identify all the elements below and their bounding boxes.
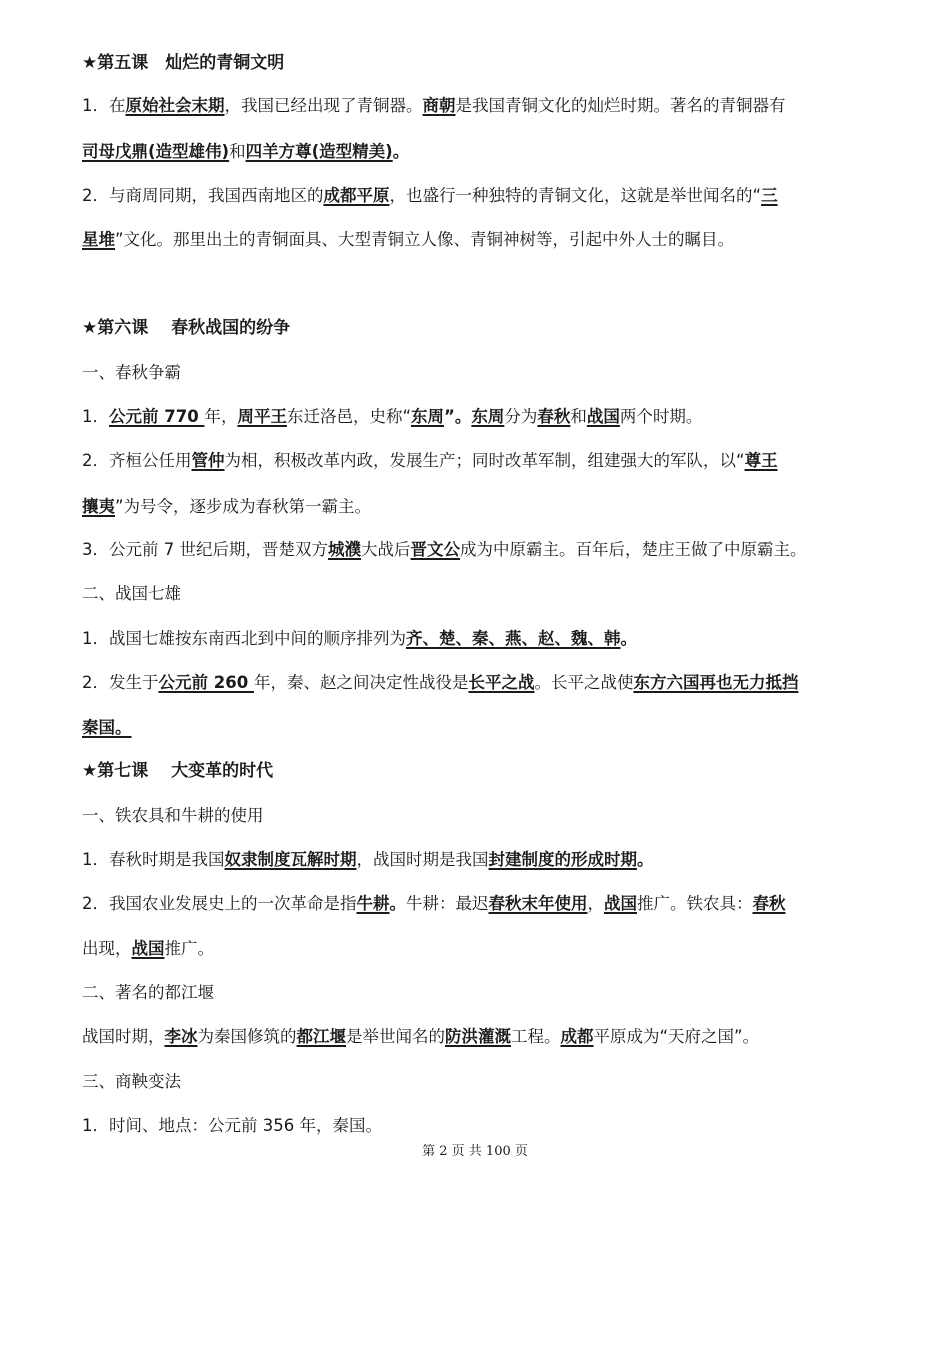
text-segment: 东迁洛邑，史称“	[286, 407, 411, 426]
text-line	[82, 141, 409, 163]
text-segment: 三、商鞅变法	[82, 1072, 181, 1091]
text-line	[82, 672, 798, 694]
heading-text: ★第七课 大变革的时代	[82, 761, 274, 781]
text-segment: 。长平之战使	[534, 673, 634, 692]
text-segment: 3．公元前 7 世纪后期，晋楚双方	[82, 540, 328, 559]
text-line	[82, 938, 214, 960]
key-term: 春秋	[537, 407, 571, 426]
text-segment: 1．战国七雄按东南西北到中间的顺序排列为	[82, 629, 406, 648]
text-line	[82, 229, 734, 251]
text-line	[82, 496, 371, 518]
heading-text: ★第六课 春秋战国的纷争	[82, 318, 291, 338]
text-segment: 大战后	[361, 540, 411, 559]
key-term: 城濮	[328, 540, 361, 559]
key-term: 攘夷	[82, 497, 115, 516]
text-line	[82, 628, 637, 650]
text-segment: 战国时期，	[82, 1027, 165, 1046]
key-term: 司母戊鼎(造型雄伟)	[82, 142, 230, 161]
key-term: 东方六国再也无力抵挡	[633, 673, 799, 692]
key-term: 奴隶制度瓦解时期	[224, 850, 357, 869]
key-term: 星堆	[82, 230, 115, 249]
key-term: 成都	[560, 1027, 594, 1046]
text-segment: ”文化。那里出土的青铜面具、大型青铜立人像、青铜神树等，引起中外人士的瞩目。	[115, 230, 735, 249]
key-term: 东周	[471, 407, 505, 426]
text-line	[82, 583, 181, 605]
lesson-heading	[82, 760, 273, 782]
heading-text: ★第五课 灿烂的青铜文明	[82, 53, 285, 73]
key-term: 防洪灌溉	[445, 1027, 511, 1046]
text-line	[82, 1115, 382, 1137]
key-term: 公元前 770	[109, 407, 205, 426]
text-line	[82, 185, 778, 207]
text-segment: 。	[620, 629, 637, 648]
key-term: 战国	[131, 939, 165, 958]
text-line	[82, 1071, 181, 1093]
text-segment: 推广。铁农具：	[637, 894, 753, 913]
key-term: 原始社会末期	[125, 96, 225, 115]
lesson-heading	[82, 52, 284, 74]
text-segment: 出现，	[82, 939, 132, 958]
text-segment: 1．在	[82, 96, 126, 115]
text-segment: ，战国时期是我国	[356, 850, 489, 869]
key-term: 公元前 260	[158, 673, 254, 692]
key-term: 战国	[604, 894, 637, 913]
text-segment: 1．时间、地点：公元前 356 年，秦国。	[82, 1116, 382, 1135]
text-segment: ，我国已经出现了青铜器。	[224, 96, 423, 115]
text-line	[82, 539, 807, 561]
text-segment: 和	[570, 407, 587, 426]
key-term: 李冰	[164, 1027, 198, 1046]
text-line	[82, 849, 654, 871]
text-segment: 两个时期。	[619, 407, 703, 426]
text-segment: 。	[637, 850, 654, 869]
key-term: 晋文公	[410, 540, 460, 559]
text-line	[82, 893, 786, 915]
text-segment: ”为号令，逐步成为春秋第一霸主。	[115, 497, 372, 516]
text-segment: 分为	[504, 407, 538, 426]
text-segment: 1．春秋时期是我国	[82, 850, 225, 869]
text-line	[82, 982, 214, 1004]
text-segment: 为相，积极改革内政，发展生产；同时改革军制，组建强大的军队，以“	[224, 451, 745, 470]
key-term: 秦国。	[82, 718, 132, 737]
key-term: 牛耕	[356, 894, 390, 913]
text-segment: 年，秦、赵之间决定性战役是	[253, 673, 469, 692]
text-segment: ”。	[444, 407, 472, 426]
text-segment: 和	[229, 142, 246, 161]
key-term: 长平之战	[468, 673, 535, 692]
text-line	[82, 406, 702, 428]
text-segment: 是举世闻名的	[346, 1027, 445, 1046]
key-term: 春秋末年使用	[488, 894, 588, 913]
key-term: 尊王	[744, 451, 778, 470]
key-term: 战国	[586, 407, 620, 426]
key-term: 四羊方尊(造型精美)	[245, 142, 393, 161]
text-segment: 成为中原霸主。百年后，楚庄王做了中原霸主。	[460, 540, 807, 559]
text-segment: 牛耕：最迟	[406, 894, 489, 913]
text-segment: ，也盛行一种独特的青铜文化，这就是举世闻名的“	[389, 186, 762, 205]
text-segment: 2．与商周同期，我国西南地区的	[82, 186, 324, 205]
key-term: 东周	[411, 407, 444, 426]
text-line	[82, 95, 786, 117]
text-segment: 2．齐桓公任用	[82, 451, 192, 470]
text-segment: 工程。	[511, 1027, 561, 1046]
text-segment: 。	[392, 142, 410, 161]
text-segment: 推广。	[164, 939, 214, 958]
text-segment: ，	[587, 894, 604, 913]
text-segment: 年，	[204, 407, 238, 426]
text-segment: 1．	[82, 407, 109, 426]
key-term: 商朝	[422, 96, 456, 115]
text-line	[82, 1026, 759, 1048]
key-term: 成都平原	[323, 186, 390, 205]
text-line	[82, 717, 132, 739]
text-segment: 二、著名的都江堰	[82, 983, 214, 1002]
key-term: 三	[761, 186, 778, 205]
key-term: 都江堰	[296, 1027, 346, 1046]
key-term: 齐、楚、秦、燕、赵、魏、韩	[406, 629, 621, 648]
text-line	[82, 362, 181, 384]
text-segment: 一、铁农具和牛耕的使用	[82, 806, 264, 825]
text-line	[82, 450, 778, 472]
lesson-heading	[82, 317, 290, 339]
page-number: 第 2 页 共 100 页	[422, 1144, 528, 1159]
text-segment: 是我国青铜文化的灿烂时期。著名的青铜器有	[455, 96, 786, 115]
text-segment: 2．发生于	[82, 673, 159, 692]
key-term: 周平王	[237, 407, 287, 426]
key-term: 管仲	[191, 451, 225, 470]
text-segment: 2．我国农业发展史上的一次革命是指	[82, 894, 357, 913]
text-segment: 为秦国修筑的	[197, 1027, 297, 1046]
key-term: 春秋	[752, 894, 786, 913]
text-segment: 。	[389, 894, 406, 913]
key-term: 封建制度的形成时期	[488, 850, 637, 869]
text-segment: 一、春秋争霸	[82, 363, 181, 382]
text-segment: 二、战国七雄	[82, 584, 181, 603]
text-line	[82, 805, 264, 827]
text-segment: 平原成为“天府之国”。	[593, 1027, 760, 1046]
